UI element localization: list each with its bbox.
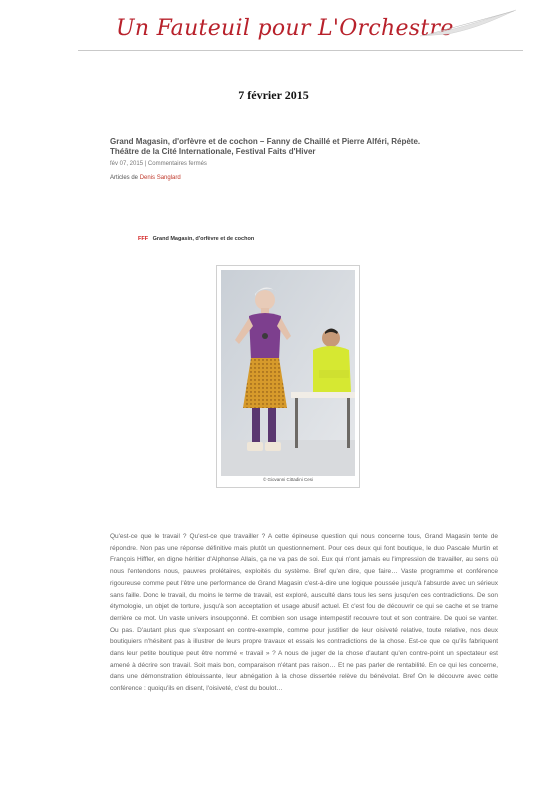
masthead [78,6,523,56]
masthead-divider [78,50,523,51]
photo-frame [216,265,360,488]
article-author-line [110,175,181,181]
date-heading: 7 février 2015 [238,88,309,102]
article-meta: fév 07, 2015 | Commentaires fermés [110,161,207,167]
performance-photo[interactable] [221,270,355,476]
author-link[interactable]: Denis Sanglard [139,175,181,181]
caption-title: Grand Magasin, d'orfèvre et de cochon [152,236,255,242]
article-body: Qu'est-ce que le travail ? Qu'est-ce que travailler ? A cette épineuse question qui nous concerne tous, Grand Magasin tente de répondre. Non pas une réponse définitive mais plutôt un questionnement. Pour ces deux qui font boutique, le duo Pascale Murtin et François Hiffler, en digne héritier d'Alphonse Allais, ça ne va pas de soi. Eux qui n'ont jamais eu l'impression de travailler, au sens où nous l'entendons nous, pauvres prolétaires, exploités du système. Bref qu'en dire, que faire… Vaste programme et conférence rigoureuse comme peut l'être une performance de Grand Magasin c'est-à-dire une logique poussée jusqu'à l'absurde avec un sérieux sans faille. Donc le travail, du moins le terme de travail, est exploré, ausculté dans tous les sens jusqu'en ces contradictions. De son étymologie, un objet de torture, jusqu'à son acceptation et usage abusif actuel. Et c'est fou de découvrir ce qui se cache et se trame derrière ce mot. Un vaste univers insoupçonné. Et combien son usage intempestif recouvre tout et son contraire. De quoi se vanter. Ou pas. D'autant plus que s'exposant en contre-exemple, comme pour justifier de leur oisiveté relative, toute relative, nos deux boutiquiers n'hésitent pas à illustrer de leurs propre travaux et essais les contradictions de la chose. Est-ce que ce qu'ils fabriquent dans leur petite boutique peut être nommé « travail » ? A nous de juger de la chose d'autant qu'en contre-point un spectateur est amené à décrire son travail. Soit mais bon, comparaison n'étant pas raison… Et ne pas parler de rentabilité. En ce qui les concerne, dans une démonstration éblouissante, leur abnégation à la chose dissertée relève du bénévolat. Bref On le découvre avec cette conférence : quoiqu'ils en disent, l'oisiveté, c'est du boulot… [110,533,498,693]
photo-caption-heading [138,236,254,242]
rating-badge: FFF [138,236,149,242]
feather-quill-icon [418,8,518,38]
author-prefix: Articles de [110,175,139,181]
site-title[interactable]: Un Fauteuil pour L'Orchestre [116,16,454,41]
photo-credit: © Giovanni Cittadini Cesi [262,477,314,482]
article-title[interactable]: Grand Magasin, d'orfèvre et de cochon – Fanny de Chaillé et Pierre Alféri, Répète. Théâtre de la Cité Internationale, Festival Faits d'Hiver [110,137,421,156]
